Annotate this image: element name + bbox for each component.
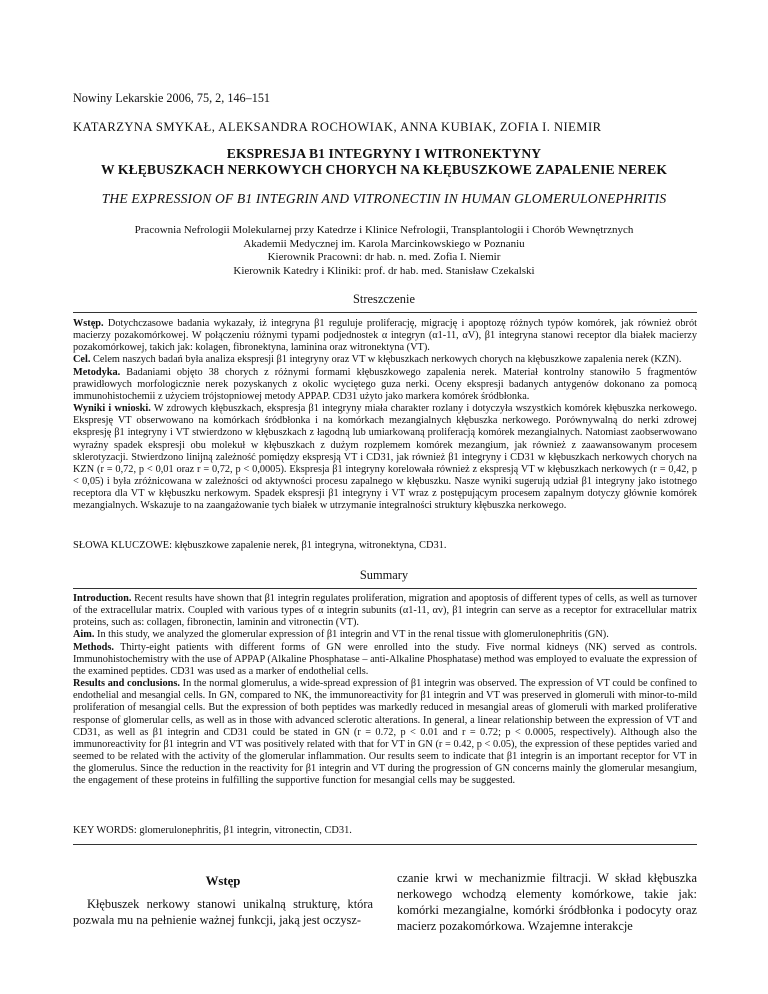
paragraph-label: Metodyka. [73,366,121,378]
summary-heading: Summary [359,568,409,582]
divider [73,844,697,845]
abstract-polish [73,318,697,513]
paragraph-text: Badaniami objęto 38 chorych z różnymi formami kłębuszkowego zapalenia nerek. Materiał kontrolny stanowiło 5 fragmentów prawidłowych morfologicznie nerek pozyskanych z okolic wyciętego guza nerki. Oceny ekspresji badanych antygenów dokonano za pomocą immunohistochemii z użyciem trójstopniowej metody APPAP. CD31 użyto jako markera komórek śródbłonka. [73,366,697,402]
affiliation-line: Pracownia Nefrologii Molekularnej przy Katedrze i Klinice Nefrologii, Transplantologii i Chorób Wewnętrznych [134,224,634,236]
paragraph-text: W zdrowych kłębuszkach, ekspresja β1 integryny miała charakter rozlany i dotyczyła wszystkich komórek kłębuszka nerkowego. Ekspresję VT obserwowano na komórkach śródbłonka i na komórkach mezangialnych kłębuszka nerkowego. Porównywalną do nerki zdrowej ekspresję β1 integryny i VT stwierdzono w kłębuszkach z łagodną lub umiarkowaną proliferacją komórek mezangialnych. Natomiast zaobserwowano wyraźny spadek ekspresji obu molekuł w kłębuszkach z dużym rozplemem komórek mezangium, jak również z zaawansowanym procesem sklerotyzacji. Stwierdzono linijną zależność pomiędzy ekspresją VT i CD31, jak również β1 integryny i CD31 w kłębuszkach nerkowych chorych na KZN (r = 0,72, p < 0,01 oraz r = 0,72, p < 0,0005). Ekspresja β1 integryny korelowała również z ekspresją VT w kłębuszkach nerkowych (r = 0,42, p < 0,05) i była zróżnicowana w zależności od aktywności procesu zapalnego w kłębuszku. Nasze wyniki sugerują udział β1 integryny jako istotnego receptora dla VT w kłębuszku nerkowym. Spadek ekspresji β1 integryny i VT wraz z postępującym procesem zapalnym dotyczy głównie komórek mezangialnych. Wskazuje to na zaangażowanie tych białek w utrzymanie integralności struktury kłębuszka nerkowego. [73,403,697,512]
affiliation-line: Kierownik Katedry i Kliniki: prof. dr hab. med. Stanisław Czekalski [233,264,535,277]
title-polish-line-1: EKSPRESJA B1 INTEGRYNY I WITRONEKTYNY [226,146,542,161]
divider [73,588,697,589]
title-english: THE EXPRESSION OF B1 INTEGRIN AND VITRONECTIN IN HUMAN GLOMERULONEPHRITIS [101,191,667,206]
paragraph-label: Wstęp. [73,318,104,329]
keywords-polish: SŁOWA KLUCZOWE: kłębuszkowe zapalenie nerek, β1 integryna, witronektyna, CD31. [73,540,447,551]
abstract-english [73,593,697,788]
abstract-paragraph [73,678,697,787]
paragraph-text: Dotychczasowe badania wykazały, iż integryna β1 reguluje proliferację, migrację i apoptozę różnych typów komórek, jak również obrót macierzy pozakomórkowej. W połączeniu różnymi typami podjednostek α integryn (α1-11, αV), β1 integryna stanowi receptor dla białek macierzy pozakomórkowej, takich jak: kolagen, fibronektyna, laminina oraz witronektyna (VT). [73,318,697,354]
affiliation [40,224,728,278]
keywords-english: KEY WORDS: glomerulonephritis, β1 integrin, vitronectin, CD31. [73,825,352,836]
streszczenie-heading: Streszczenie [353,292,415,306]
section-heading-wstep: Wstęp [205,874,241,888]
abstract-paragraph [73,629,697,641]
affiliation-line: Kierownik Pracowni: dr hab. n. med. Zofia I. Niemir [267,251,501,264]
paragraph-label: Methods. [73,641,114,653]
paragraph-text: Thirty-eight patients with different forms of GN were enrolled into the study. Five normal kidneys (NK) served as controls. Immunohistochemistry with the use of APPAP (Alkaline Phosphatase – anti-Alkaline Phosphatase) method was employed to evaluate the expression of the examined peptides. CD31 was used as a marker of endothelial cells. [73,641,697,677]
body-paragraph: Kłębuszek nerkowy stanowi unikalną strukturę, która pozwala mu na pełnienie ważnej funkcji, jaką jest oczysz- [73,897,373,927]
paragraph-label: Cel. [73,354,91,366]
paragraph-text: In the normal glomerulus, a wide-spread expression of β1 integrin was observed. The expression of VT could be confined to endothelial and mesangial cells. In GN, compared to NK, the immunoreactivity for β1 integrin and VT was preserved in glomeruli with minor-to-mild proliferation of mesangial cells. But the expression of both peptides was markedly reduced in mesangial areas of glomeruli with marked proliferative response of glomerular cells, as well as in those with advanced sclerotic alterations. In general, a linear relationship between the expression of VT and CD31, as well as β1 integrin and CD31 could be stated in GN (r = 0.72, p < 0.01 and r = 0.72; p < 0.0005, respectively). Although also the immunoreactivity for β1 integrin and VT was positively related with that for VT in GN (r = 0.42, p < 0.05), the expression of these peptides varied and seemed to be related with the activity of the glomerular inflammation. Our results seem to indicate that β1 integrin is an important receptor for VT in the glomerulus. Since the reduction in the reactivity for β1 integrin and VT during the progression of GN concerns mainly the glomerular mesangium, the engagement of these proteins in fulfilling the supportive function for mesangial cells may be suggested. [73,678,698,787]
abstract-paragraph [73,593,697,629]
journal-citation: Nowiny Lekarskie 2006, 75, 2, 146–151 [73,91,271,105]
paragraph-label: Wyniki i wnioski. [73,403,151,415]
paragraph-text: Recent results have shown that β1 integrin regulates proliferation, migration and apoptosis of different types of cells, as well as turnover of the extracellular matrix. Coupled with various types of α integrin subunits (α1-11, αv), β1 integrin can serve as a receptor for extracellular matrix proteins, such as: collagen, fibronectin, laminin and vitronectin (VT). [73,593,697,629]
paragraph-label: Introduction. [73,593,132,604]
abstract-paragraph [73,403,697,512]
abstract-paragraph [73,367,697,403]
title-polish-line-2: W KŁĘBUSZKACH NERKOWYCH CHORYCH NA KŁĘBUSZKOWE ZAPALENIE NEREK [100,162,668,177]
abstract-paragraph [73,642,697,678]
abstract-paragraph [73,318,697,354]
author-list: KATARZYNA SMYKAŁ, ALEKSANDRA ROCHOWIAK, ANNA KUBIAK, ZOFIA I. NIEMIR [73,120,602,134]
affiliation-line: Akademii Medycznej im. Karola Marcinkowskiego w Poznaniu [243,237,525,250]
paragraph-text: Celem naszych badań była analiza ekspresji β1 integryny oraz VT w kłębuszkach nerkowych chorych na kłębuszkowe zapalenia nerek (KZN). [90,354,682,366]
paragraph-label: Aim. [73,629,95,641]
body-paragraph: czanie krwi w mechanizmie filtracji. W skład kłębuszka nerkowego wchodzą elementy komórkowe, takie jak: komórki mezangialne, komórki śródbłonka i podocyty oraz macierz pozakomórkowa. Wzajemne interakcje [397,871,697,933]
divider [73,312,697,313]
body-column-right [397,870,697,934]
body-column-left [73,874,373,928]
title-polish [40,146,728,178]
paragraph-label: Results and conclusions. [73,678,180,690]
paragraph-text: In this study, we analyzed the glomerular expression of β1 integrin and VT in the renal tissue with glomerulonephritis (GN). [94,629,609,641]
abstract-paragraph [73,354,697,366]
